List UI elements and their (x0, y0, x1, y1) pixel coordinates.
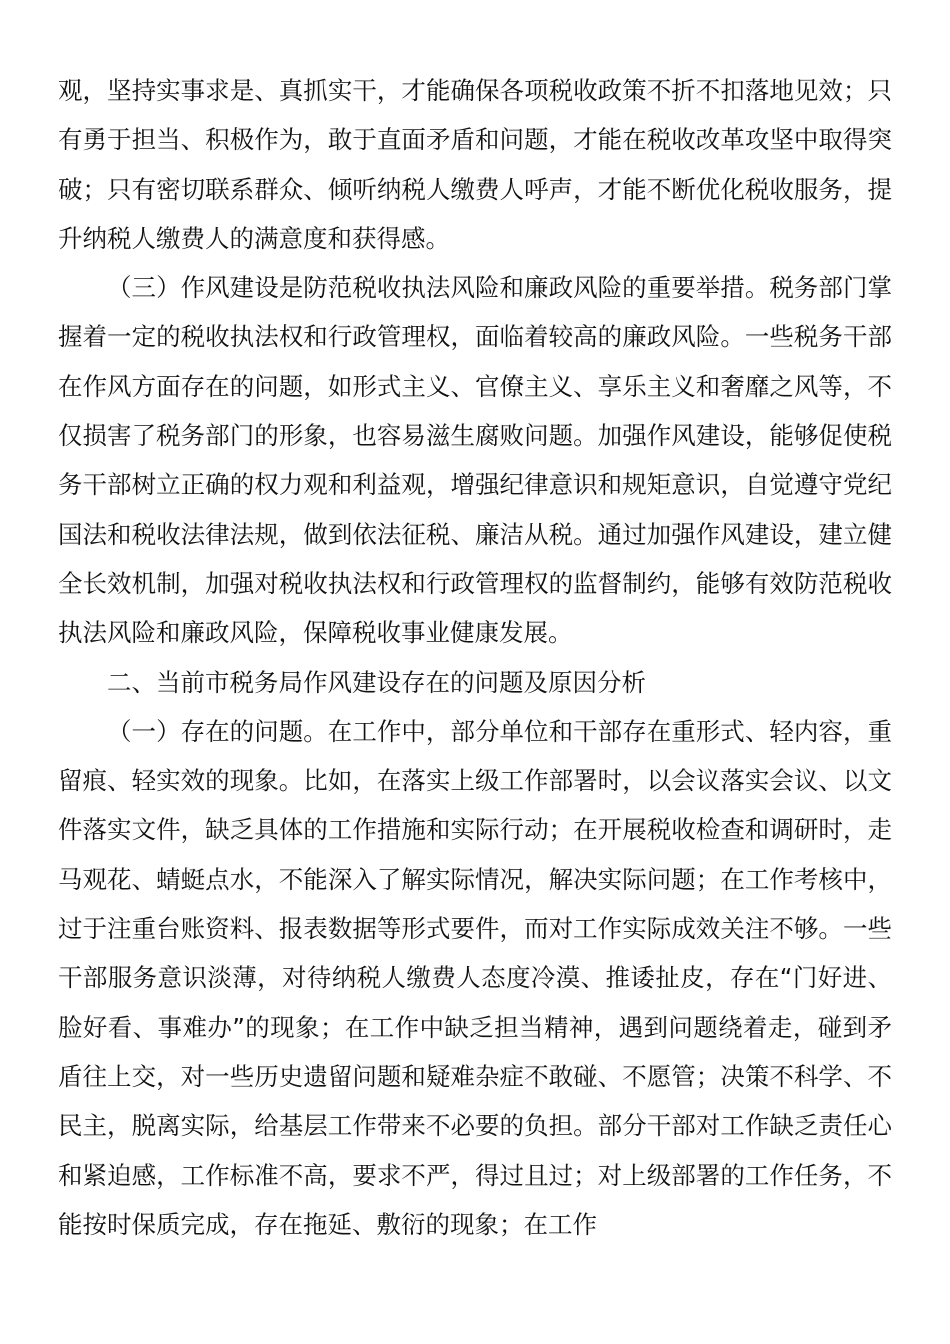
paragraph-continuation: 观，坚持实事求是、真抓实干，才能确保各项税收政策不折不扣落地见效；只有勇于担当、积极作为，敢于直面矛盾和问题，才能在税收改革攻坚中取得突破；只有密切联系群众、倾听纳税人缴费人呼声，才能不断优化税收服务，提升纳税人缴费人的满意度和获得感。 (58, 76, 892, 253)
document-body (58, 66, 892, 1249)
section-heading-two: 二、当前市税务局作风建设存在的问题及原因分析 (107, 667, 646, 697)
paragraph-section-three: （三）作风建设是防范税收执法风险和廉政风险的重要举措。税务部门掌握着一定的税收执法权和行政管理权，面临着较高的廉政风险。一些税务干部在作风方面存在的问题，如形式主义、官僚主义、享乐主义和奢靡之风等，不仅损害了税务部门的形象，也容易滋生腐败问题。加强作风建设，能够促使税务干部树立正确的权力观和利益观，增强纪律意识和规矩意识，自觉遵守党纪国法和税收法律法规，做到依法征税、廉洁从税。通过加强作风建设，建立健全长效机制，加强对税收执法权和行政管理权的监督制约，能够有效防范税收执法风险和廉政风险，保障税收事业健康发展。 (58, 273, 892, 648)
paragraph-existing-problems: （一）存在的问题。在工作中，部分单位和干部存在重形式、轻内容，重留痕、轻实效的现象。比如，在落实上级工作部署时，以会议落实会议、以文件落实文件，缺乏具体的工作措施和实际行动；在开展税收检查和调研时，走马观花、蜻蜓点水，不能深入了解实际情况，解决实际问题；在工作考核中，过于注重台账资料、报表数据等形式要件，而对工作实际成效关注不够。一些干部服务意识淡薄，对待纳税人缴费人态度冷漠、推诿扯皮，存在“门好进、脸好看、事难办”的现象；在工作中缺乏担当精神，遇到问题绕着走，碰到矛盾往上交，对一些历史遗留问题和疑难杂症不敢碰、不愿管；决策不科学、不民主，脱离实际，给基层工作带来不必要的负担。部分干部对工作缺乏责任心和紧迫感，工作标准不高，要求不严，得过且过；对上级部署的工作任务，不能按时保质完成，存在拖延、敷衍的现象；在工作 (58, 716, 892, 1239)
